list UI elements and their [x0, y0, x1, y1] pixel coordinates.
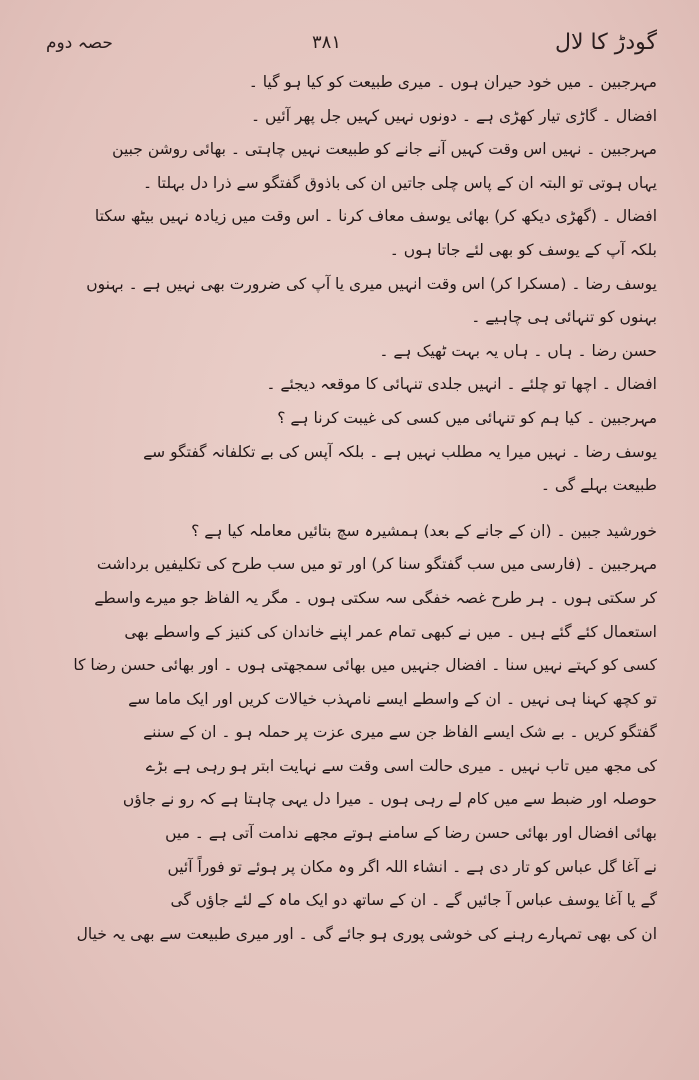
- text-line: کی مجھ میں تاب نہیں ۔ میری حالت اسی وقت سے نہایت ابتر ہو رہی ہے بڑے: [145, 756, 657, 775]
- text-line: افضال ۔ (گھڑی دیکھ کر) بھائی یوسف معاف کرنا ۔ اس وقت میں زیادہ نہیں بیٹھ سکتا: [94, 207, 657, 226]
- text-line: کر سکتی ہوں ۔ ہر طرح غصہ خفگی سہ سکتی ہوں ۔ مگر یہ الفاظ جو میرے واسطے: [94, 588, 657, 607]
- text-line: مہرجبین ۔ کیا ہم کو تنہائی میں کسی کی غیبت کرنا ہے ؟: [277, 408, 657, 427]
- text-line: بہنوں کو تنہائی ہی چاہیے ۔: [471, 308, 657, 327]
- text-line: استعمال کئے گئے ہیں ۔ میں نے کبھی تمام عمر اپنے خاندان کی کنیز کے واسطے بھی: [124, 622, 657, 641]
- book-title: گودڑ کا لال: [555, 29, 657, 55]
- text-line: افضال ۔ اچھا تو چلئے ۔ انہیں جلدی تنہائی کا موقعہ دیجئے ۔: [266, 375, 657, 394]
- page-header: [46, 18, 657, 66]
- text-line: بھائی افضال اور بھائی حسن رضا کے سامنے ہوتے مجھے ندامت آتی ہے ۔ میں: [165, 824, 657, 843]
- page-number: ۳۸۱: [311, 31, 341, 53]
- text-line: ان کی بھی تمہارے رہنے کی خوشی پوری ہو جائے گی ۔ اور میری طبیعت سے بھی یہ خیال: [76, 924, 657, 943]
- text-line: کسی کو کہتے نہیں سنا ۔ افضال جنہیں میں بھائی سمجھتی ہوں ۔ اور بھائی حسن رضا کا: [73, 656, 657, 675]
- text-line: گے یا آغا یوسف عباس آ جائیں گے ۔ ان کے ساتھ دو ایک ماہ کے لئے جاؤں گی: [170, 891, 657, 910]
- text-line: مہرجبین ۔ (فارسی میں سب گفتگو سنا کر) اور تو میں سب طرح کی تکلیفیں برداشت: [96, 555, 657, 574]
- text-line: یوسف رضا ۔ (مسکرا کر) اس وقت انہیں میری یا آپ کی ضرورت بھی نہیں ہے ۔ بہنوں: [86, 274, 657, 293]
- text-line: گفتگو کریں ۔ بے شک ایسے الفاظ جن سے میری عزت پر حملہ ہو ۔ ان کے سننے: [143, 723, 657, 742]
- section-label: حصہ دوم: [46, 32, 113, 53]
- text-line: یوسف رضا ۔ نہیں میرا یہ مطلب نہیں ہے ۔ بلکہ آپس کی بے تکلفانہ گفتگو سے: [143, 442, 657, 461]
- text-line: نے آغا گل عباس کو تار دی ہے ۔ انشاء اللہ اگر وہ مکان پر ہوئے تو فوراً آئیں: [167, 857, 657, 876]
- text-line: خورشید جبین ۔ (ان کے جانے کے بعد) ہمشیرہ سچ بتائیں معاملہ کیا ہے ؟: [191, 521, 657, 540]
- text-line: حسن رضا ۔ ہاں ۔ ہاں یہ بہت ٹھیک ہے ۔: [379, 341, 657, 360]
- text-line: حوصلہ اور ضبط سے میں کام لے رہی ہوں ۔ میرا دل یہی چاہتا ہے کہ رو نے جاؤں: [122, 790, 657, 809]
- text-line: تو کچھ کہنا ہی نہیں ۔ ان کے واسطے ایسے نامہذب خیالات کریں اور ایک ماما سے: [128, 689, 657, 708]
- text-line: یہاں ہوتی تو البتہ ان کے پاس چلی جاتیں ان کی باذوق گفتگو سے ذرا دل بہلتا ۔: [142, 173, 657, 192]
- page-body: [46, 66, 657, 951]
- text-line: مہرجبین ۔ نہیں اس وقت کہیں آنے جانے کو طبیعت نہیں چاہتی ۔ بھائی روشن جبین: [112, 140, 657, 159]
- text-line: طبیعت بہلے گی ۔: [540, 476, 657, 495]
- text-line: افضال ۔ گاڑی تیار کھڑی ہے ۔ دونوں نہیں کہیں جل پھر آئیں ۔: [250, 106, 657, 125]
- text-line: بلکہ آپ کے یوسف کو بھی لئے جاتا ہوں ۔: [389, 240, 657, 259]
- text-line: مہرجبین ۔ میں خود حیران ہوں ۔ میری طبیعت کو کیا ہو گیا ۔: [248, 73, 657, 91]
